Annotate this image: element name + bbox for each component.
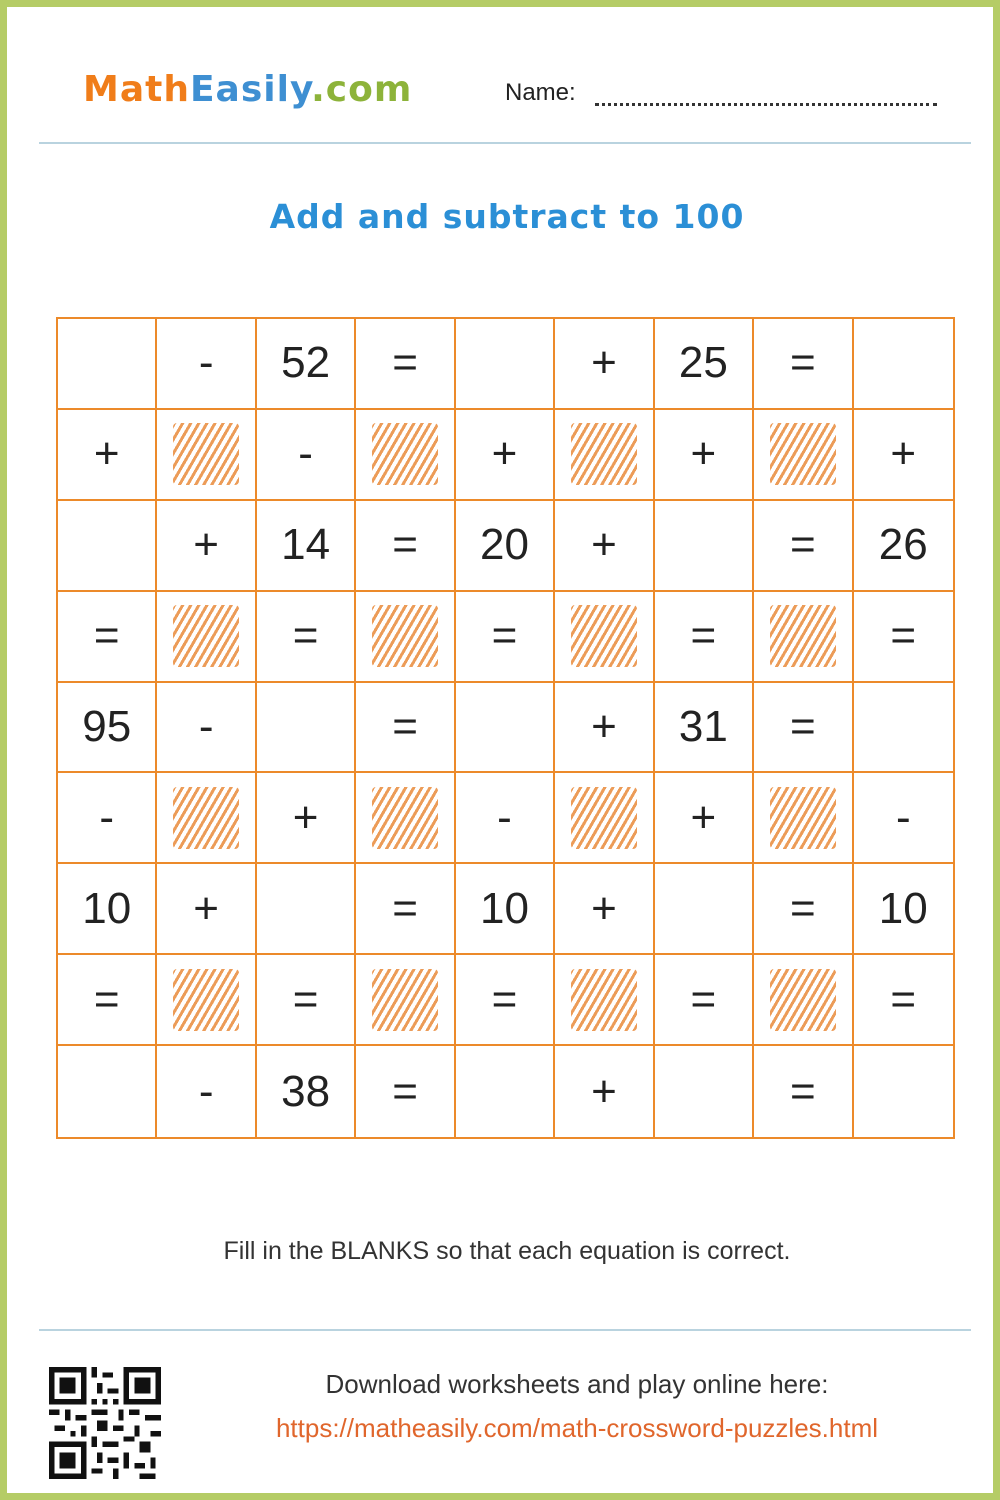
blank-cell[interactable]	[456, 319, 555, 410]
number-cell: 10	[854, 864, 953, 955]
shaded-cell	[157, 410, 256, 501]
hatch-pattern	[372, 787, 438, 849]
shaded-cell	[356, 410, 455, 501]
number-cell: 38	[257, 1046, 356, 1137]
number-cell: 52	[257, 319, 356, 410]
download-text: Download worksheets and play online here:	[325, 1369, 829, 1399]
hatch-pattern	[770, 423, 836, 485]
number-cell: 20	[456, 501, 555, 592]
operator-cell: =	[356, 501, 455, 592]
blank-cell[interactable]	[655, 501, 754, 592]
blank-cell[interactable]	[58, 1046, 157, 1137]
blank-cell[interactable]	[257, 683, 356, 774]
shaded-cell	[754, 955, 853, 1046]
number-cell: 26	[854, 501, 953, 592]
footer-divider	[39, 1329, 971, 1331]
operator-cell: +	[655, 410, 754, 501]
hatch-pattern	[173, 605, 239, 667]
shaded-cell	[555, 592, 654, 683]
operator-cell: =	[356, 1046, 455, 1137]
operator-cell: -	[157, 683, 256, 774]
hatch-pattern	[571, 787, 637, 849]
blank-cell[interactable]	[257, 864, 356, 955]
operator-cell: =	[58, 592, 157, 683]
shaded-cell	[555, 410, 654, 501]
shaded-cell	[356, 773, 455, 864]
shaded-cell	[555, 955, 654, 1046]
number-cell: 95	[58, 683, 157, 774]
operator-cell: +	[58, 410, 157, 501]
operator-cell: +	[456, 410, 555, 501]
operator-cell: +	[655, 773, 754, 864]
download-link[interactable]: https://matheasily.com/math-crossword-puzzles.html	[275, 1413, 879, 1443]
hatch-pattern	[571, 605, 637, 667]
operator-cell: =	[655, 592, 754, 683]
operator-cell: +	[555, 1046, 654, 1137]
blank-cell[interactable]	[854, 319, 953, 410]
shaded-cell	[754, 592, 853, 683]
header-divider	[39, 142, 971, 144]
operator-cell: =	[655, 955, 754, 1046]
operator-cell: =	[754, 319, 853, 410]
operator-cell: =	[456, 955, 555, 1046]
operator-cell: -	[157, 319, 256, 410]
hatch-pattern	[372, 969, 438, 1031]
operator-cell: =	[356, 683, 455, 774]
hatch-pattern	[173, 787, 239, 849]
shaded-cell	[356, 592, 455, 683]
operator-cell: =	[854, 955, 953, 1046]
number-cell: 25	[655, 319, 754, 410]
operator-cell: +	[157, 864, 256, 955]
operator-cell: +	[157, 501, 256, 592]
operator-cell: =	[854, 592, 953, 683]
operator-cell: =	[456, 592, 555, 683]
page-title: Add and subtract to 100	[269, 197, 745, 236]
blank-cell[interactable]	[456, 683, 555, 774]
hatch-pattern	[571, 969, 637, 1031]
blank-cell[interactable]	[655, 1046, 754, 1137]
shaded-cell	[157, 773, 256, 864]
hatch-pattern	[770, 969, 836, 1031]
shaded-cell	[157, 592, 256, 683]
operator-cell: +	[555, 319, 654, 410]
blank-cell[interactable]	[456, 1046, 555, 1137]
operator-cell: =	[58, 955, 157, 1046]
number-cell: 14	[257, 501, 356, 592]
operator-cell: =	[356, 319, 455, 410]
operator-cell: =	[257, 955, 356, 1046]
operator-cell: =	[257, 592, 356, 683]
blank-cell[interactable]	[58, 319, 157, 410]
operator-cell: -	[58, 773, 157, 864]
shaded-cell	[754, 773, 853, 864]
hatch-pattern	[173, 423, 239, 485]
instructions: Fill in the BLANKS so that each equation is correct.	[223, 1237, 791, 1265]
operator-cell: =	[356, 864, 455, 955]
number-cell: 31	[655, 683, 754, 774]
operator-cell: =	[754, 1046, 853, 1137]
shaded-cell	[555, 773, 654, 864]
operator-cell: +	[555, 864, 654, 955]
number-cell: 10	[456, 864, 555, 955]
operator-cell: =	[754, 864, 853, 955]
operator-cell: +	[854, 410, 953, 501]
hatch-pattern	[372, 605, 438, 667]
blank-cell[interactable]	[854, 1046, 953, 1137]
blank-cell[interactable]	[655, 864, 754, 955]
operator-cell: -	[257, 410, 356, 501]
shaded-cell	[157, 955, 256, 1046]
number-cell: 10	[58, 864, 157, 955]
operator-cell: -	[854, 773, 953, 864]
hatch-pattern	[372, 423, 438, 485]
qr-code-icon	[49, 1367, 161, 1479]
name-field[interactable]	[595, 103, 937, 106]
operator-cell: -	[456, 773, 555, 864]
crossword-grid	[56, 317, 955, 1139]
hatch-pattern	[770, 787, 836, 849]
name-label: Name:	[505, 79, 576, 106]
blank-cell[interactable]	[854, 683, 953, 774]
site-logo: MathEasily.com	[83, 69, 413, 110]
operator-cell: =	[754, 501, 853, 592]
operator-cell: +	[555, 501, 654, 592]
blank-cell[interactable]	[58, 501, 157, 592]
hatch-pattern	[770, 605, 836, 667]
operator-cell: -	[157, 1046, 256, 1137]
hatch-pattern	[173, 969, 239, 1031]
operator-cell: +	[555, 683, 654, 774]
hatch-pattern	[571, 423, 637, 485]
operator-cell: +	[257, 773, 356, 864]
shaded-cell	[356, 955, 455, 1046]
shaded-cell	[754, 410, 853, 501]
operator-cell: =	[754, 683, 853, 774]
